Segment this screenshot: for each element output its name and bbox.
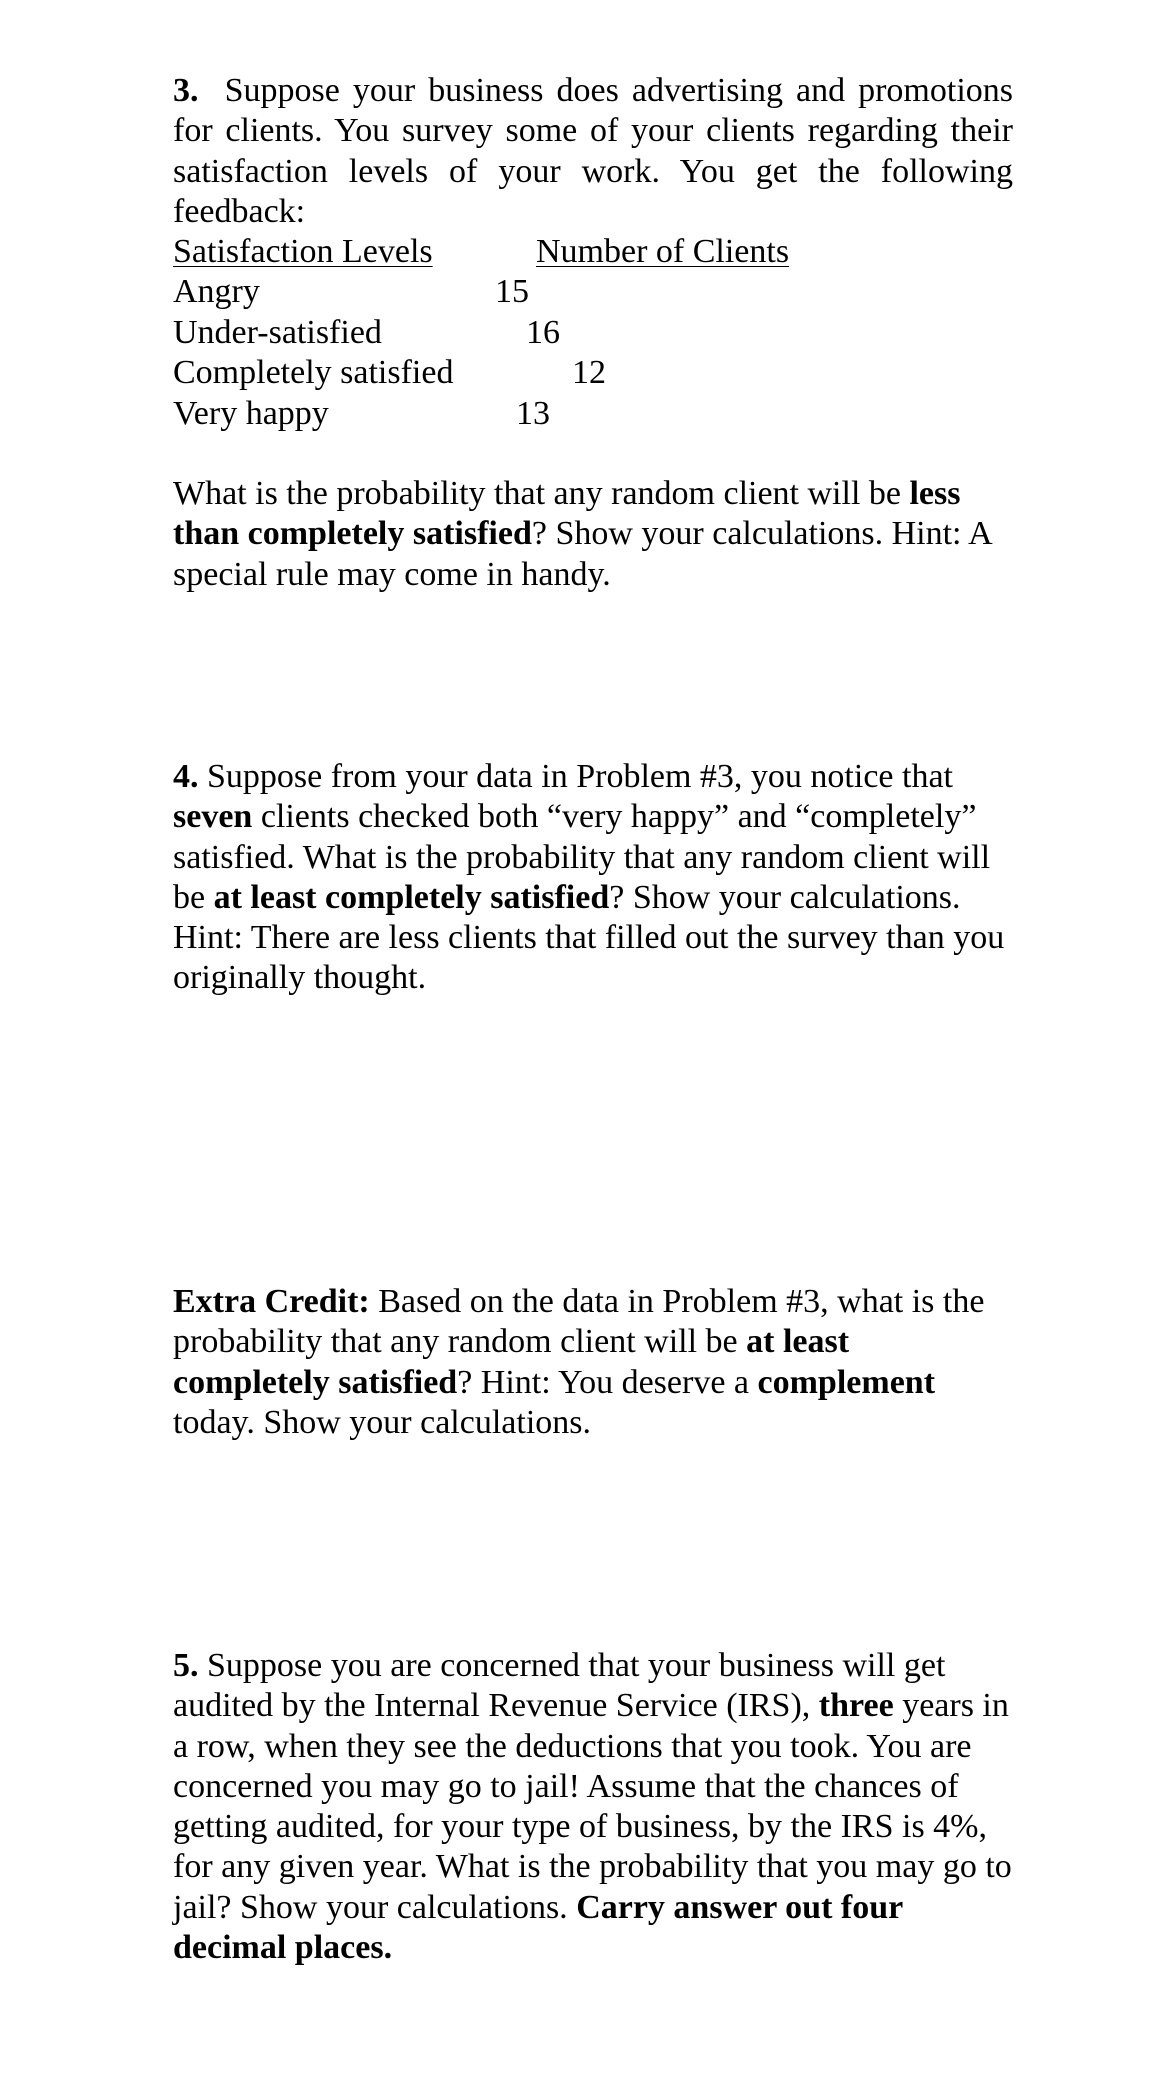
table-cell-level: Under-satisfied [173, 314, 382, 351]
extra-credit [173, 1282, 1013, 1443]
problem-4-text: clients checked both “very happy” and “completely” satisfied. What is the probability that any random client will be [173, 798, 991, 916]
extra-credit-text: today. Show your calculations. [173, 1403, 591, 1441]
problem-3-question-text: What is the probability that any random client will be [173, 475, 910, 512]
table-header-count: Number of Clients [536, 233, 790, 270]
table-cell-count: 15 [495, 273, 529, 310]
problem-4-bold: seven [173, 798, 253, 836]
extra-credit-text: Based on the data in Problem #3, what is the probability that any random client will be [173, 1283, 985, 1361]
problem-5-number: 5. [173, 1647, 199, 1684]
extra-credit-bold: at least completely satisfied [173, 1323, 850, 1401]
problem-5 [173, 1646, 1013, 1968]
problem-3-intro [173, 71, 1013, 232]
problem-3-question-bold: less than completely satisfied [173, 475, 961, 553]
problem-4 [173, 757, 1013, 999]
table-cell-level: Completely satisfied [173, 354, 454, 391]
problem-4-text: ? Show your calculations. Hint: There are less clients that filled out the survey than you originally thought. [173, 878, 1005, 997]
table-cell-level: Very happy [173, 395, 329, 432]
problem-3-question-tail: ? Show your calculations. Hint: A special rule may come in handy. [173, 515, 991, 593]
problem-3-question [173, 474, 1013, 595]
problem-5-bold: three [818, 1687, 894, 1725]
table-header-level: Satisfaction Levels [173, 233, 433, 270]
problem-3-number: 3. [173, 72, 199, 109]
table-cell-count: 12 [572, 354, 606, 391]
table-cell-count: 13 [516, 395, 550, 432]
problem-5-bold: Carry answer out four decimal places. [173, 1888, 903, 1967]
extra-credit-text: ? Hint: You deserve a [457, 1363, 758, 1401]
problem-3-intro-text: Suppose your business does advertising and promotions for clients. You survey some of your clients regarding their satisfaction levels of your work. You get the following feedback: [173, 72, 1014, 230]
table-cell-level: Angry [173, 273, 260, 310]
table-cell-count: 16 [526, 314, 560, 351]
extra-credit-label: Extra Credit: [173, 1283, 370, 1320]
problem-4-text: Suppose from your data in Problem #3, you notice that [198, 758, 953, 795]
problem-4-bold: at least completely satisfied [213, 878, 610, 916]
problem-4-number: 4. [173, 758, 199, 795]
extra-credit-bold: complement [757, 1363, 936, 1401]
problem-5-text: years in a row, when they see the deductions that you took. You are concerned you may go to jail! Assume that the chances of getting audited, for your type of business, by the IRS is 4%, for any given year. What is the probability that you may go to jail? Show your calculations. [173, 1687, 1012, 1926]
problem-5-text: Suppose you are concerned that your business will get audited by the Internal Revenue Service (IRS), [173, 1647, 946, 1725]
